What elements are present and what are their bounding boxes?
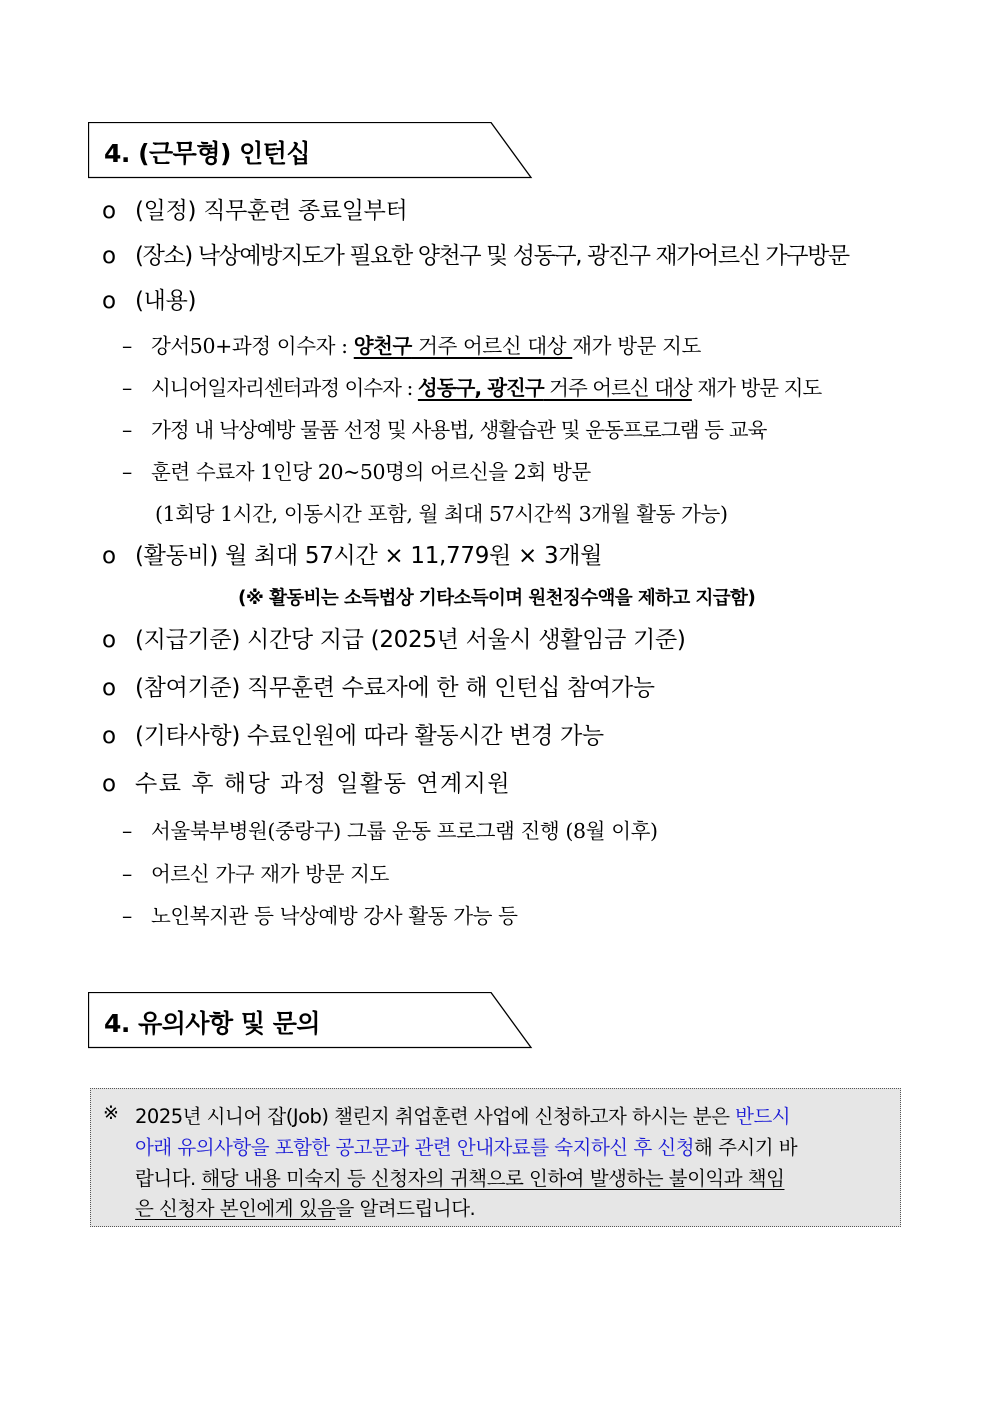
notice-line: 아래 유의사항을 포함한 공고문과 관련 안내자료를 숙지하신 후 신청해 주시기 바 [135,1136,798,1159]
notice-line: 랍니다. 해당 내용 미숙지 등 신청자의 귀책으로 인하여 발생하는 불이익과 책임 [135,1167,785,1190]
content-item-senior-center: – 시니어일자리센터과정 이수자 : 성동구, 광진구 거주 어르신 대상 재가 방문 지도 [122,376,822,400]
bullet-other: ο (기타사항) 수료인원에 따라 활동시간 변경 가능 [102,723,604,749]
followup-item: – 노인복지관 등 낙상예방 강사 활동 가능 등 [122,904,518,928]
followup-item: – 서울북부병원(중랑구) 그룹 운동 프로그램 진행 (8월 이후) [122,819,658,843]
bullet-schedule: ο (일정) 직무훈련 종료일부터 [102,198,408,224]
followup-item: – 어르신 가구 재가 방문 지도 [122,862,389,886]
section-header-internship [88,122,533,179]
reference-mark-icon: ※ [103,1102,119,1124]
bullet-activity-fee: ο (활동비) 월 최대 57시간 × 11,779원 × 3개월 [102,543,603,569]
content-item-gangseo: – 강서50+과정 이수자 : 양천구 거주 어르신 대상 재가 방문 지도 [122,334,701,358]
content-item-education: – 가정 내 낙상예방 물품 선정 및 사용법, 생활습관 및 운동프로그램 등 교육 [122,418,767,442]
bullet-content: ο (내용) [102,288,197,314]
notice-line: 2025년 시니어 잡(Job) 챌린지 취업훈련 사업에 신청하고자 하시는 분은 반드시 [135,1105,791,1128]
section-title: 4. (근무형) 인턴십 [104,139,311,168]
notice-line: 은 신청자 본인에게 있음을 알려드립니다. [135,1197,476,1220]
bullet-followup: ο 수료 후 해당 과정 일활동 연계지원 [102,771,512,797]
notice-box [90,1088,901,1227]
content-item-visits-detail: (1회당 1시간, 이동시간 포함, 월 최대 57시간씩 3개월 활동 가능) [155,502,728,526]
bullet-place: ο (장소) 낙상예방지도가 필요한 양천구 및 성동구, 광진구 재가어르신 가구방문 [102,243,849,269]
section-title: 4. 유의사항 및 문의 [104,1009,321,1038]
bullet-payment-basis: ο (지급기준) 시간당 지급 (2025년 서울시 생활임금 기준) [102,627,686,653]
activity-fee-note: (※ 활동비는 소득법상 기타소득이며 원천징수액을 제하고 지급함) [238,588,756,609]
content-item-visits: – 훈련 수료자 1인당 20~50명의 어르신을 2회 방문 [122,460,591,484]
section-header-notice [88,992,533,1049]
bullet-participation: ο (참여기준) 직무훈련 수료자에 한 해 인턴십 참여가능 [102,675,655,701]
